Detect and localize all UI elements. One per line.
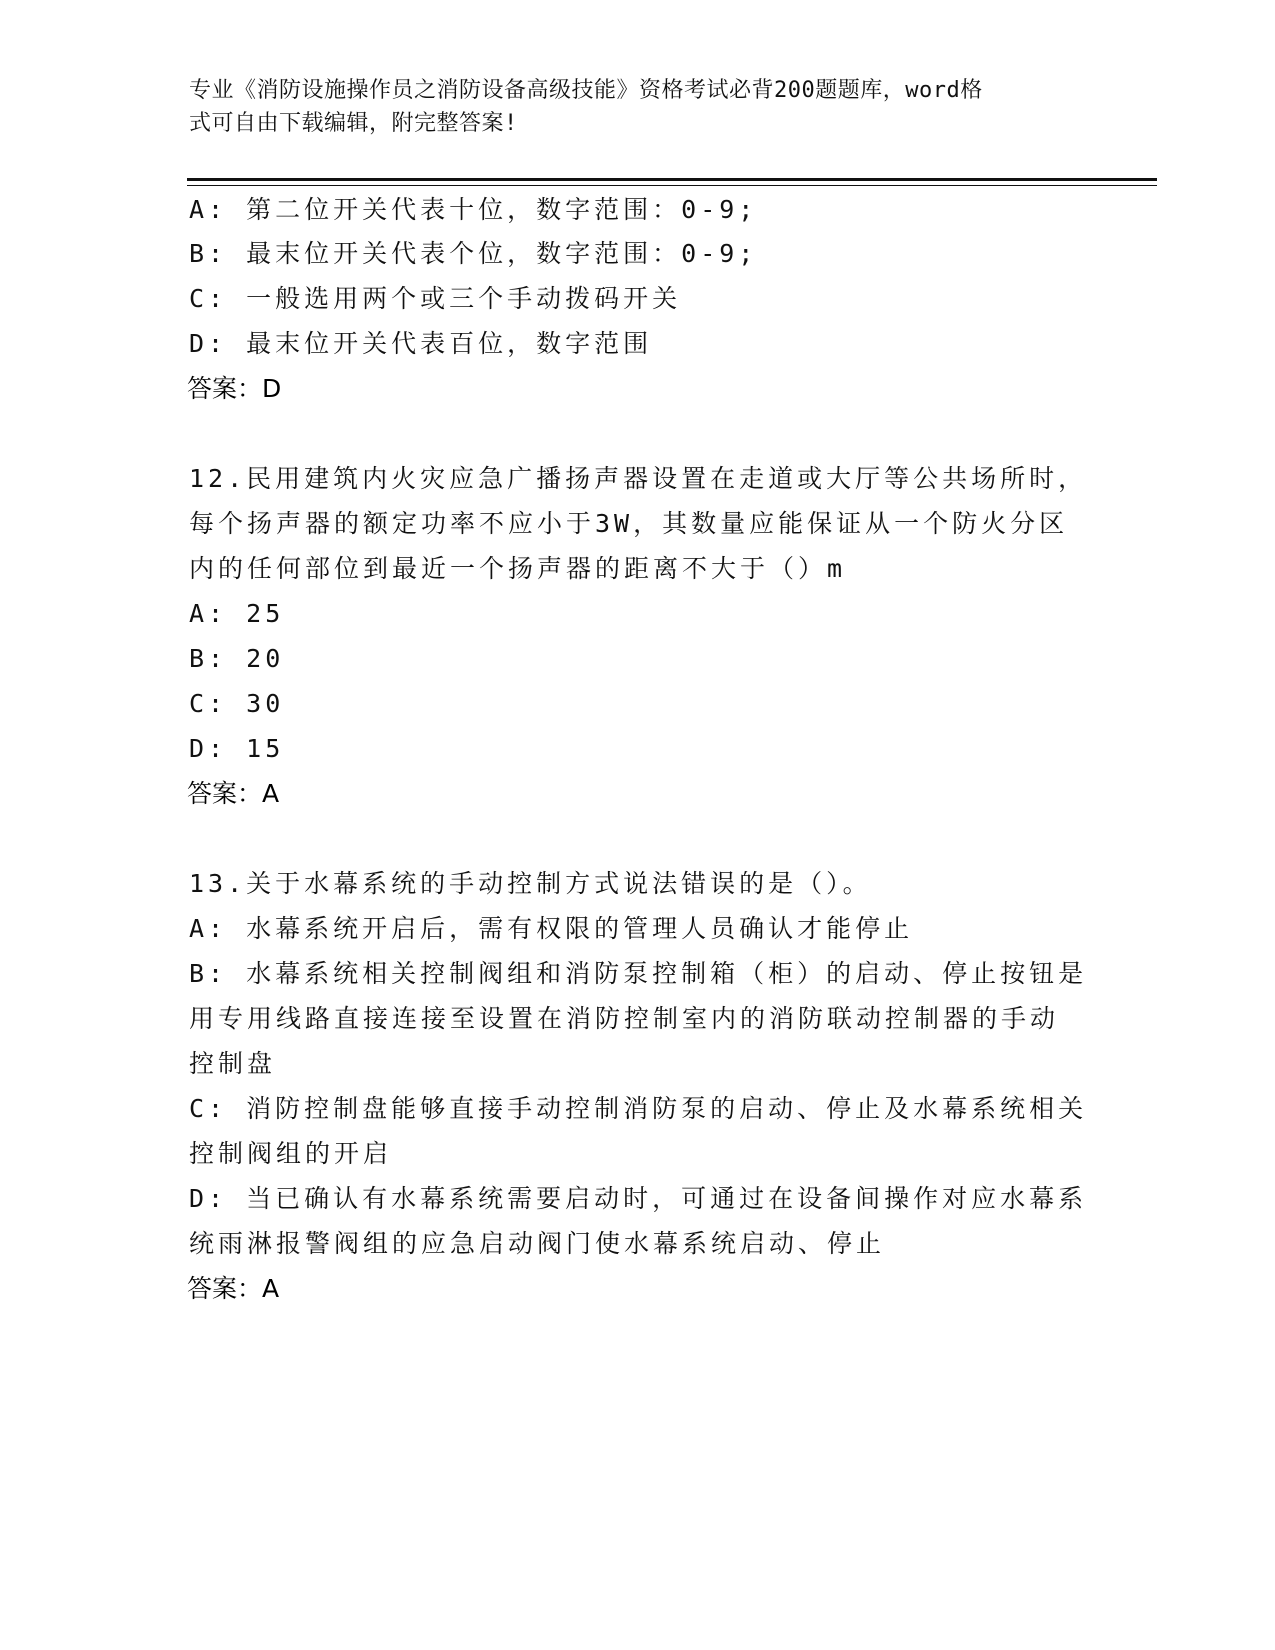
q12-option-d: D: 15 xyxy=(189,734,285,763)
q11-option-b: B: 最末位开关代表个位，数字范围：0-9; xyxy=(189,239,758,268)
q11-option-d: D: 最末位开关代表百位，数字范围 xyxy=(189,329,653,358)
q13-option-d-line-1: D: 当已确认有水幕系统需要启动时，可通过在设备间操作对应水幕系 xyxy=(189,1184,1088,1213)
q12-answer: 答案：A xyxy=(187,779,280,808)
q12-stem-line-1: 12.民用建筑内火灾应急广播扬声器设置在走道或大厅等公共场所时， xyxy=(189,464,1088,493)
q12-option-b: B: 20 xyxy=(189,644,285,673)
q11-answer: 答案：D xyxy=(187,374,282,403)
header-divider-thick xyxy=(187,178,1157,181)
q11-option-a: A: 第二位开关代表十位，数字范围：0-9; xyxy=(189,195,758,224)
q13-option-b-line-3: 控制盘 xyxy=(189,1049,277,1078)
q13-option-b-line-2: 用专用线路直接连接至设置在消防控制室内的消防联动控制器的手动 xyxy=(189,1004,1060,1033)
q13-option-d-line-2: 统雨淋报警阀组的应急启动阀门使水幕系统启动、停止 xyxy=(189,1229,886,1258)
q12-stem-line-3: 内的任何部位到最近一个扬声器的距离不大于（）m xyxy=(189,554,847,583)
q13-option-c-line-1: C: 消防控制盘能够直接手动控制消防泵的启动、停止及水幕系统相关 xyxy=(189,1094,1088,1123)
q13-option-c-line-2: 控制阀组的开启 xyxy=(189,1139,393,1168)
q11-option-c: C: 一般选用两个或三个手动拨码开关 xyxy=(189,284,682,313)
q13-stem-line-1: 13.关于水幕系统的手动控制方式说法错误的是（）。 xyxy=(189,869,872,898)
q12-option-c: C: 30 xyxy=(189,689,285,718)
document-header xyxy=(189,74,1069,140)
header-title-line-2: 式可自由下载编辑，附完整答案! xyxy=(189,111,518,136)
q12-option-a: A: 25 xyxy=(189,599,285,628)
q13-answer: 答案：A xyxy=(187,1274,280,1303)
q12-stem-line-2: 每个扬声器的额定功率不应小于3W，其数量应能保证从一个防火分区 xyxy=(189,509,1069,538)
header-divider-thin xyxy=(187,185,1157,186)
header-title-line-1: 专业《消防设施操作员之消防设备高级技能》资格考试必背200题题库，word格 xyxy=(189,78,983,103)
q13-option-a: A: 水幕系统开启后，需有权限的管理人员确认才能停止 xyxy=(189,914,914,943)
q13-option-b-line-1: B: 水幕系统相关控制阀组和消防泵控制箱（柜）的启动、停止按钮是 xyxy=(189,959,1088,988)
